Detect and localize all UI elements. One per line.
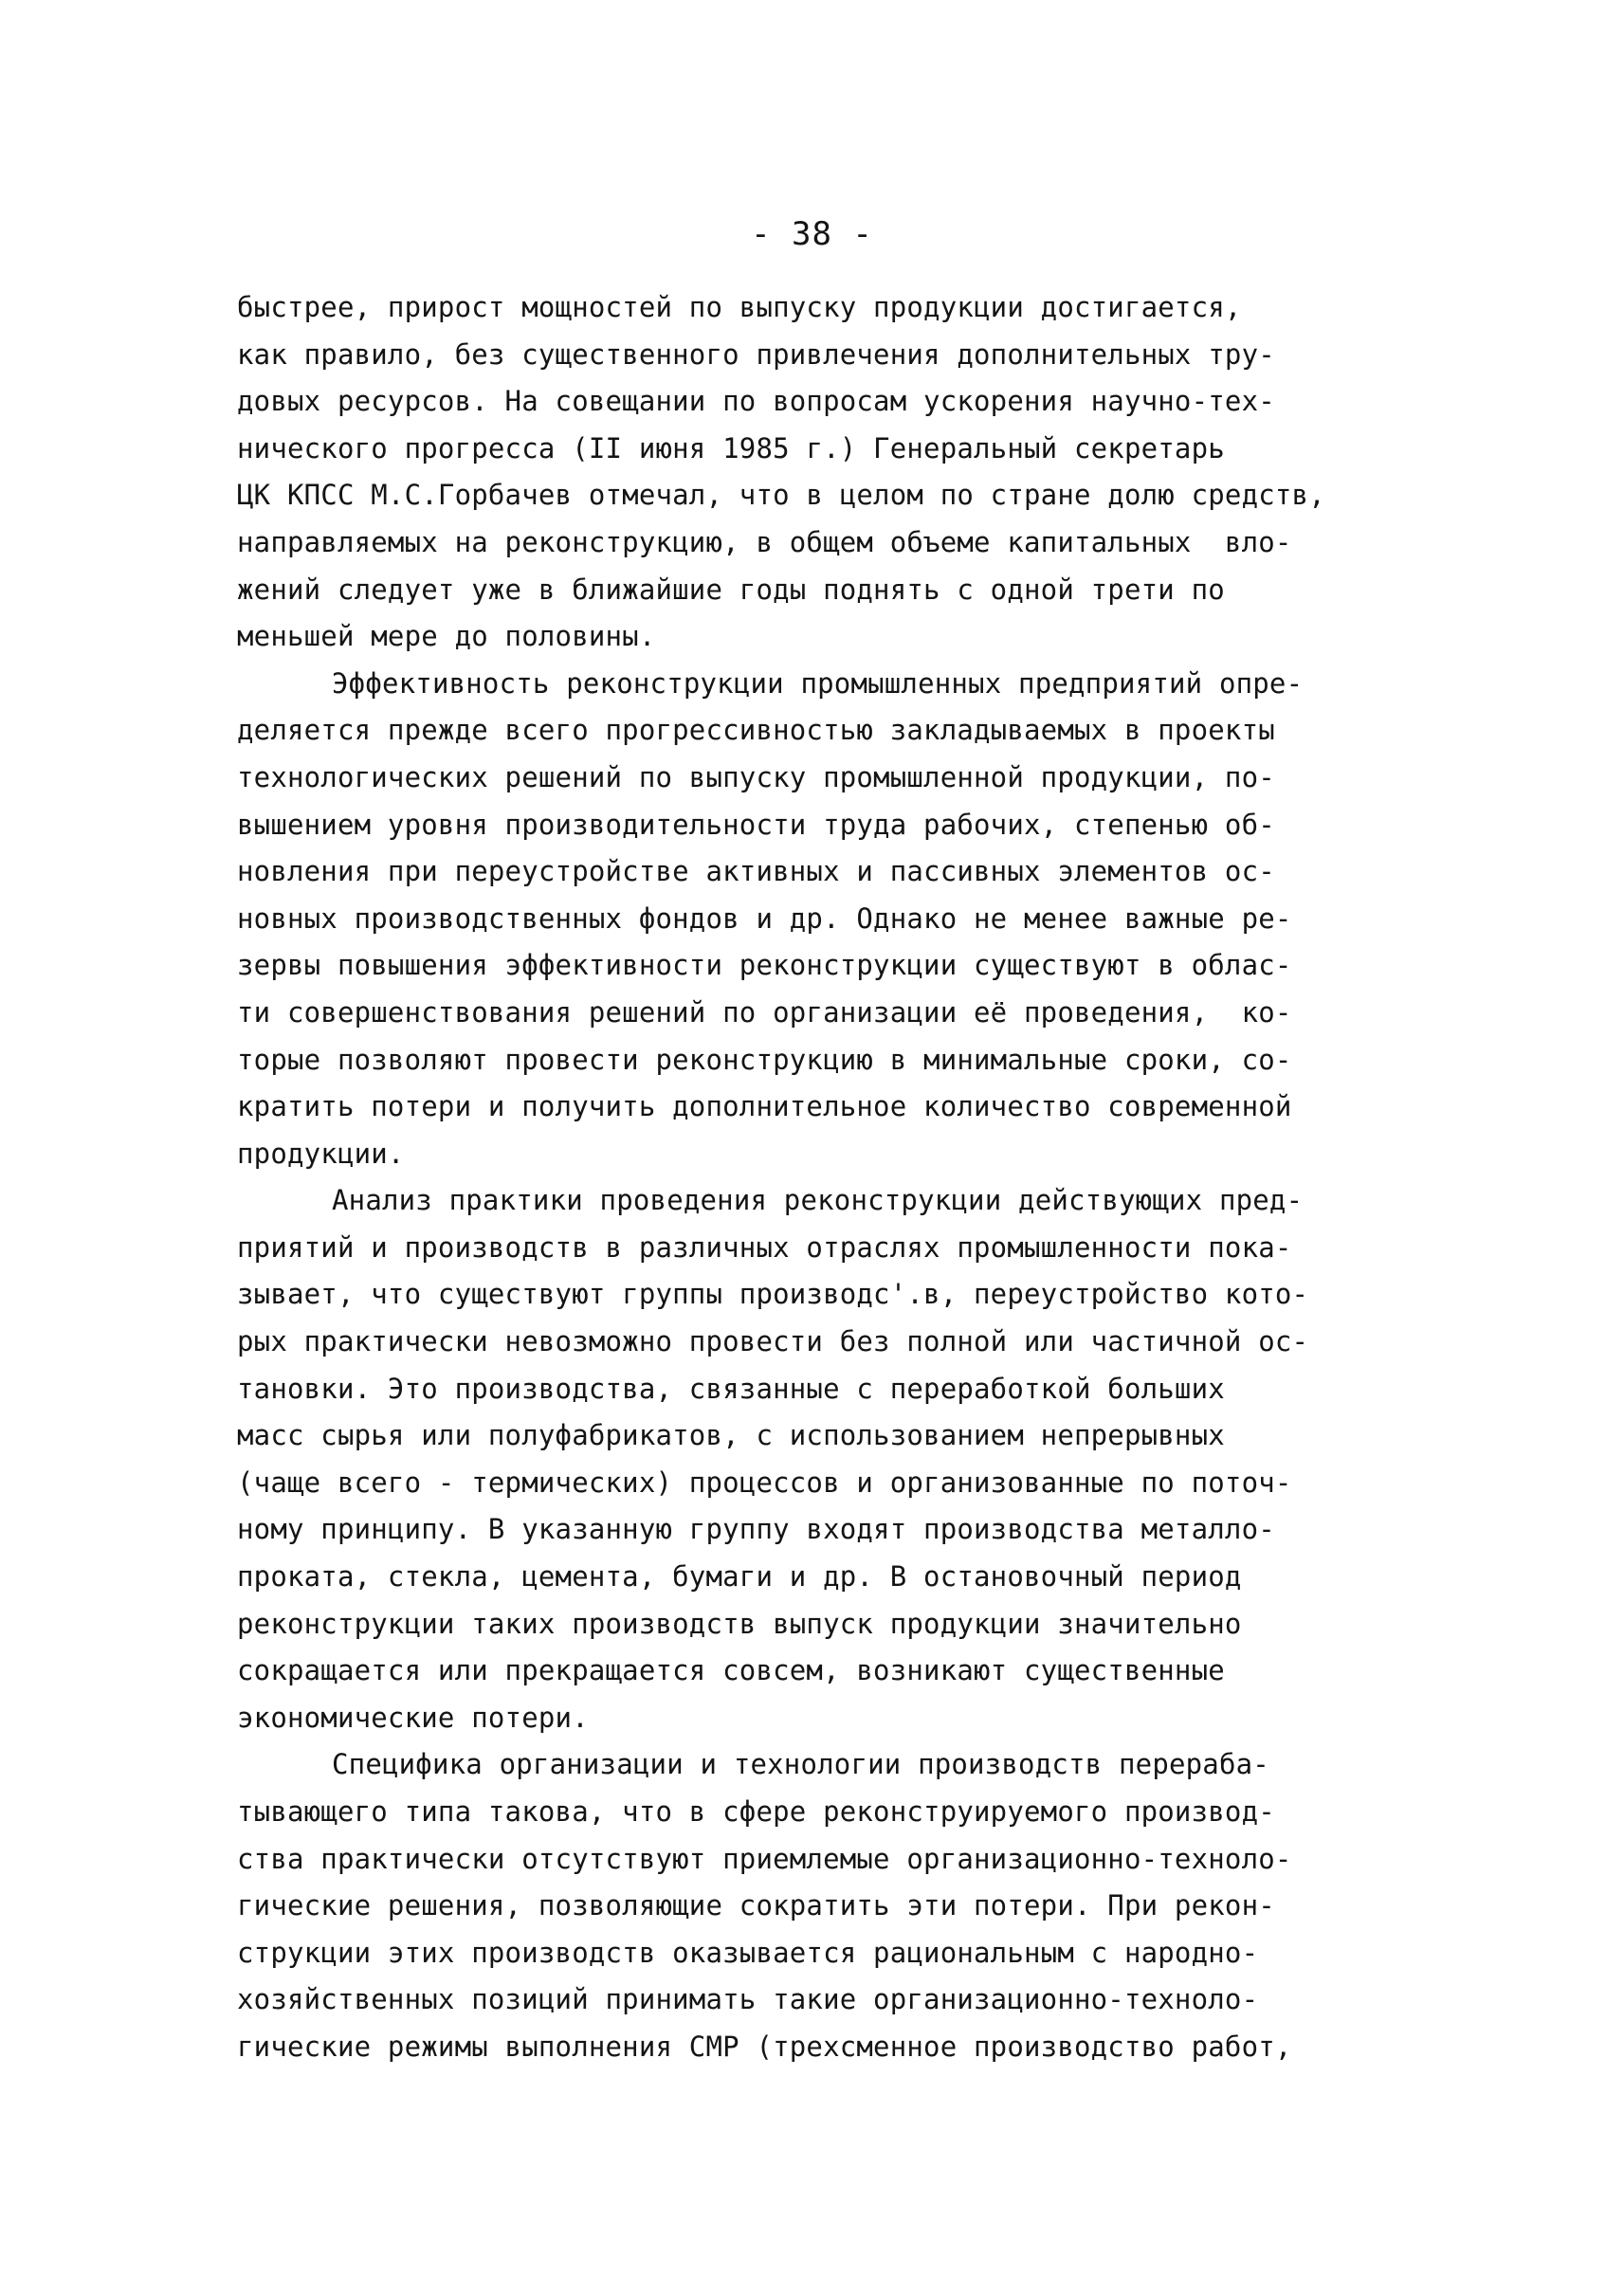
text-line: направляемых на реконструкцию, в общем объеме капитальных вло- (237, 525, 1292, 558)
paragraph-first-line: Анализ практики проведения реконструкции действующих пред- (332, 1184, 1304, 1217)
text-line: кратить потери и получить дополнительное количество современной (237, 1090, 1292, 1123)
text-line: технологических решений по выпуску промышленной продукции, по- (237, 760, 1275, 793)
text-line: быстрее, прирост мощностей по выпуску продукции достигается, (237, 291, 1242, 323)
text-line: масс сырья или полуфабрикатов, с использованием непрерывных (237, 1419, 1225, 1452)
text-line: вышением уровня производительности труда рабочих, степенью об- (237, 808, 1275, 841)
body-text (237, 284, 1417, 2071)
text-line: довых ресурсов. На совещании по вопросам ускорения научно-тех- (237, 385, 1275, 418)
text-line: как правило, без существенного привлечения дополнительных тру- (237, 337, 1275, 371)
text-line: экономические потери. (237, 1701, 589, 1734)
text-line: ства практически отсутствуют приемлемые организационно-техноло- (237, 1842, 1292, 1875)
text-line: приятий и производств в различных отраслях промышленности пока- (237, 1230, 1292, 1264)
text-line: нического прогресса (II июня 1985 г.) Генеральный секретарь (237, 431, 1225, 464)
text-line: меньшей мере до половины. (237, 620, 656, 653)
text-line: (чаще всего - термических) процессов и организованные по поточ- (237, 1466, 1292, 1499)
text-line: проката, стекла, цемента, бумаги и др. В остановочный период (237, 1560, 1242, 1594)
text-line: жений следует уже в ближайшие годы поднять с одной трети по (237, 573, 1225, 606)
text-line: хозяйственных позиций принимать такие организационно-техноло- (237, 1983, 1259, 2016)
paragraph-first-line: Специфика организации и технологии производств перераба- (332, 1748, 1269, 1781)
text-line: реконструкции таких производств выпуск продукции значительно (237, 1607, 1242, 1640)
text-line: сокращается или прекращается совсем, возникают существенные (237, 1654, 1225, 1687)
text-line: зывает, что существуют группы производс'.в, переустройство кото- (237, 1278, 1309, 1311)
text-line: новления при переустройстве активных и пассивных элементов ос- (237, 855, 1275, 888)
text-line: ти совершенствования решений по организации её проведения, ко- (237, 995, 1292, 1029)
text-line: гические режимы выполнения СМР (трехсменное производство работ, (237, 2030, 1292, 2063)
text-line: рых практически невозможно провести без полной или частичной ос- (237, 1325, 1309, 1358)
page-number: - 38 - (751, 215, 873, 253)
text-line: деляется прежде всего прогрессивностью закладываемых в проекты (237, 714, 1275, 747)
text-line: продукции. (237, 1137, 405, 1170)
text-line: новных производственных фондов и др. Однако не менее важные ре- (237, 902, 1292, 935)
text-line: гические решения, позволяющие сократить эти потери. При рекон- (237, 1889, 1275, 1922)
text-line: торые позволяют провести реконструкцию в минимальные сроки, со- (237, 1043, 1292, 1076)
text-line: тановки. Это производства, связанные с переработкой больших (237, 1372, 1225, 1405)
text-line: ЦК КПСС М.С.Горбачев отмечал, что в целом по стране долю средств, (237, 479, 1325, 512)
text-line: ному принципу. В указанную группу входят производства металло- (237, 1513, 1275, 1546)
text-line: зервы повышения эффективности реконструкции существуют в облас- (237, 949, 1292, 982)
text-line: тывающего типа такова, что в сфере реконструируемого производ- (237, 1795, 1275, 1828)
text-line: струкции этих производств оказывается рациональным с народно- (237, 1936, 1259, 1969)
paragraph-first-line: Эффективность реконструкции промышленных предприятий опре- (332, 666, 1304, 700)
